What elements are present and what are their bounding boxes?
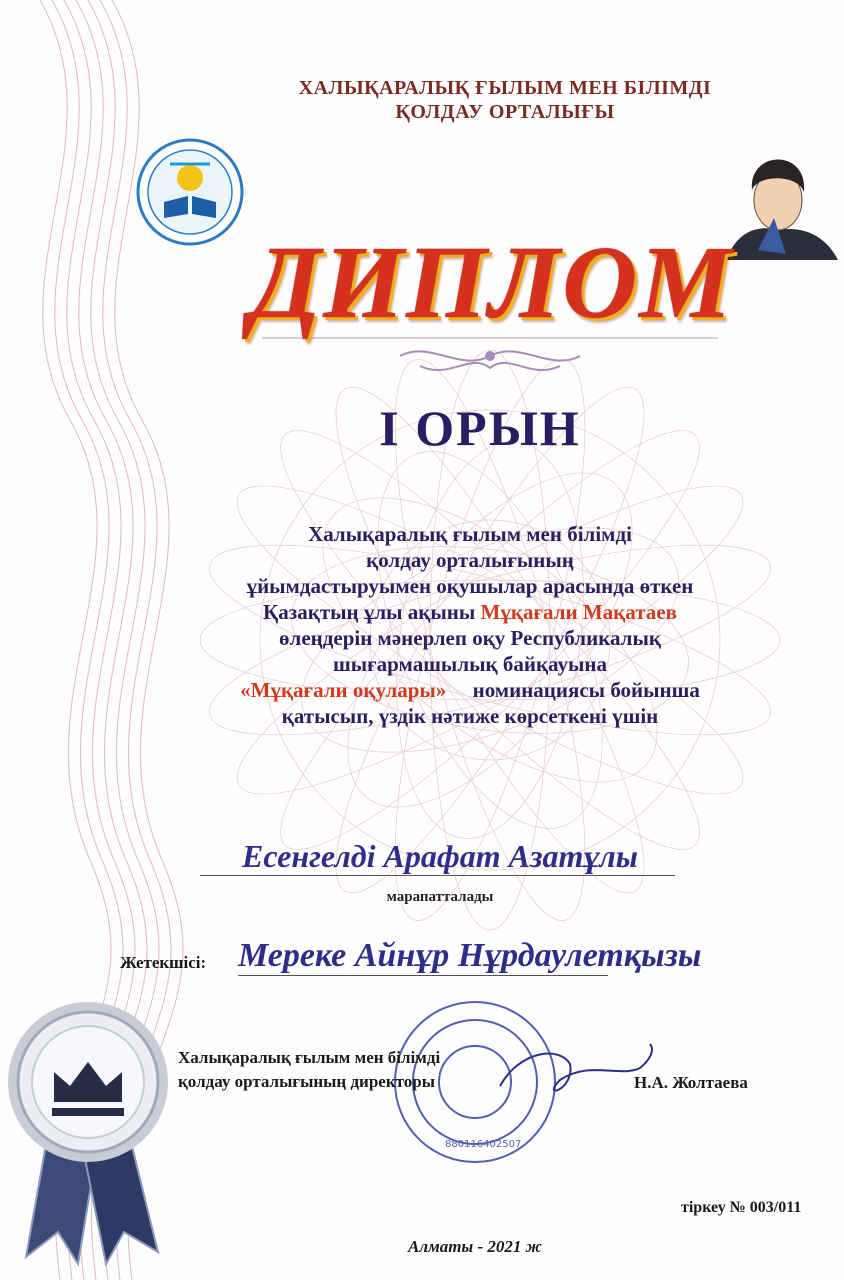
- supervisor-label: Жетекшісі:: [120, 953, 207, 972]
- org-logo: [138, 140, 242, 244]
- awarded-text: марапатталады: [386, 889, 494, 905]
- recipient-underline: [200, 875, 675, 876]
- org-title-line1: ХАЛЫҚАРАЛЫҚ ҒЫЛЫМ МЕН БІЛІМДІ: [298, 77, 712, 99]
- award-text: [145, 521, 795, 729]
- director-org-line2: қолдау орталығының директоры: [178, 1072, 435, 1091]
- org-title-line2: ҚОЛДАУ ОРТАЛЫҒЫ: [395, 101, 615, 123]
- award-text-line2: қолдау орталығының: [366, 548, 574, 572]
- registration-number: тіркеу № 003/011: [681, 1199, 802, 1216]
- supervisor-underline: [238, 975, 608, 976]
- award-text-line3: ұйымдастыруымен оқушылар арасында өткен: [246, 574, 694, 598]
- signature: [500, 1044, 652, 1091]
- award-text-line7-b: номинациясы бойынша: [446, 678, 700, 702]
- ornament: [400, 351, 580, 370]
- poet-name: Мұқағали Мақатаев: [480, 600, 677, 624]
- diploma-title: ДИПЛОМ: [250, 225, 734, 340]
- medal-badge: [8, 1002, 168, 1264]
- svg-text:880116402507: 880116402507: [445, 1139, 522, 1150]
- award-text-line4: [145, 599, 795, 625]
- place-title: I ОРЫН: [379, 400, 581, 456]
- nomination-name: «Мұқағали оқулары»: [240, 678, 447, 702]
- supervisor-name: Мереке Айнұр Нұрдаулетқызы: [238, 937, 702, 974]
- recipient-name: Есенгелді Арафат Азатұлы: [242, 838, 638, 874]
- award-text-line5: өлеңдерін мәнерлеп оқу Республикалық: [279, 626, 661, 650]
- award-text-line4-a: Қазақтың ұлы ақыны: [263, 600, 481, 624]
- award-text-line6: шығармашылық байқауына: [333, 652, 607, 676]
- director-org: [178, 1046, 440, 1094]
- award-text-line8: қатысып, үздік нәтиже көрсеткені үшін: [281, 704, 659, 728]
- award-text-line7: [145, 677, 795, 703]
- org-title: [180, 76, 830, 124]
- director-org-line1: Халықаралық ғылым мен білімді: [178, 1048, 441, 1067]
- city-year: Алматы - 2021 ж: [408, 1237, 542, 1256]
- director-name: Н.А. Жолтаева: [634, 1073, 748, 1092]
- poet-portrait: [726, 160, 838, 261]
- award-text-line1: Халықаралық ғылым мен білімді: [308, 522, 632, 546]
